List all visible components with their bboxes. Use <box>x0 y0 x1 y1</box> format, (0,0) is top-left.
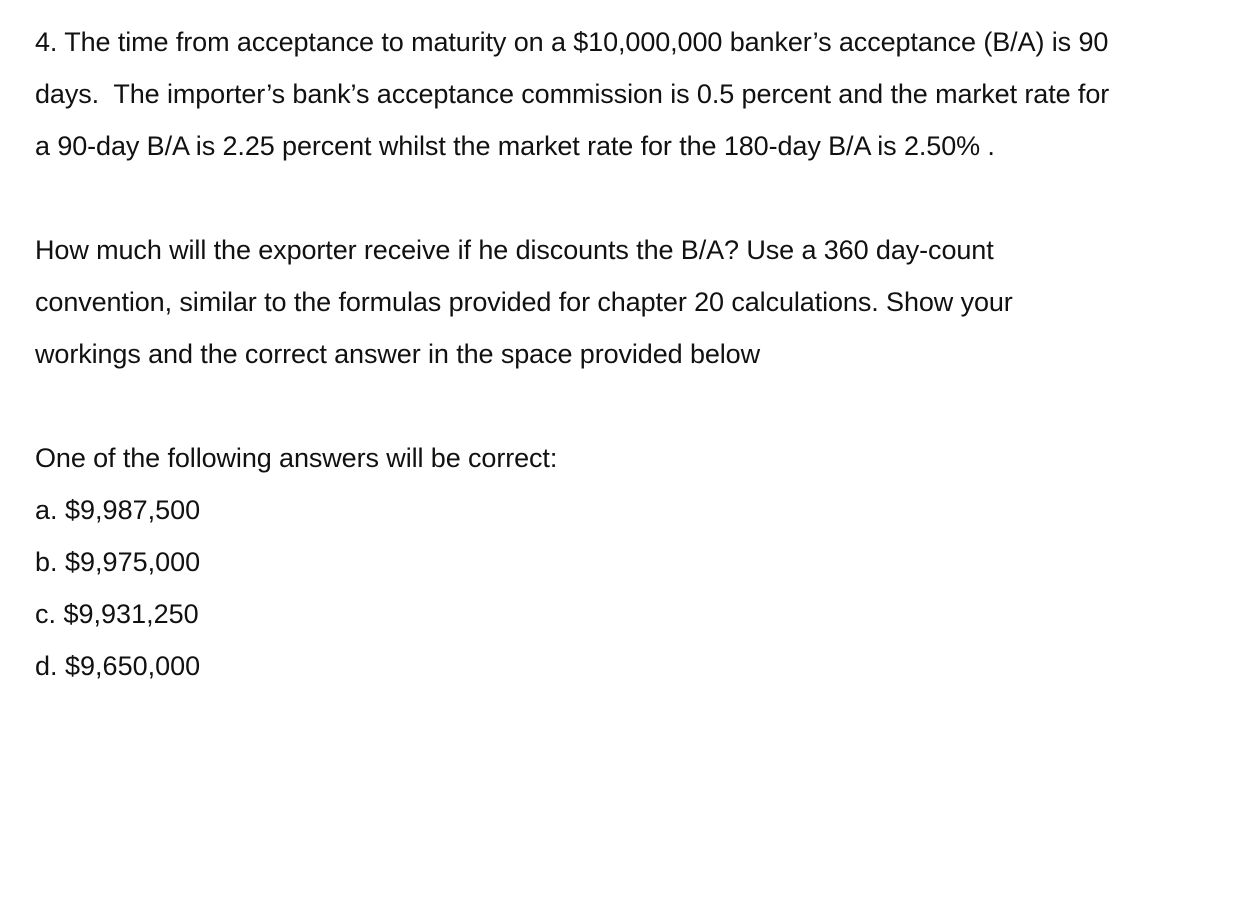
answer-option-d: d. $9,650,000 <box>35 651 201 681</box>
question-line-2: days. The importer’s bank’s acceptance commission is 0.5 percent and the market rate for <box>35 79 1110 109</box>
instruction-line-1: How much will the exporter receive if he discounts the B/A? Use a 360 day-count <box>35 235 994 265</box>
answer-option-a: a. $9,987,500 <box>35 495 201 525</box>
instruction-line-2: convention, similar to the formulas provided for chapter 20 calculations. Show your <box>35 287 1013 317</box>
question-line-1: 4. The time from acceptance to maturity on a $10,000,000 banker’s acceptance (B/A) is 90 <box>35 27 1109 57</box>
document-page <box>35 16 1247 692</box>
question-text <box>35 16 1247 172</box>
answer-option-c: c. $9,931,250 <box>35 599 199 629</box>
instruction-line-3: workings and the correct answer in the space provided below <box>35 339 760 369</box>
answer-option-b: b. $9,975,000 <box>35 547 201 577</box>
answer-options <box>35 484 1247 692</box>
answers-intro: One of the following answers will be correct: <box>35 443 558 473</box>
instruction-text <box>35 224 1247 380</box>
spacer <box>35 172 1247 224</box>
question-line-3: a 90-day B/A is 2.25 percent whilst the market rate for the 180-day B/A is 2.50% . <box>35 131 995 161</box>
spacer <box>35 380 1247 432</box>
